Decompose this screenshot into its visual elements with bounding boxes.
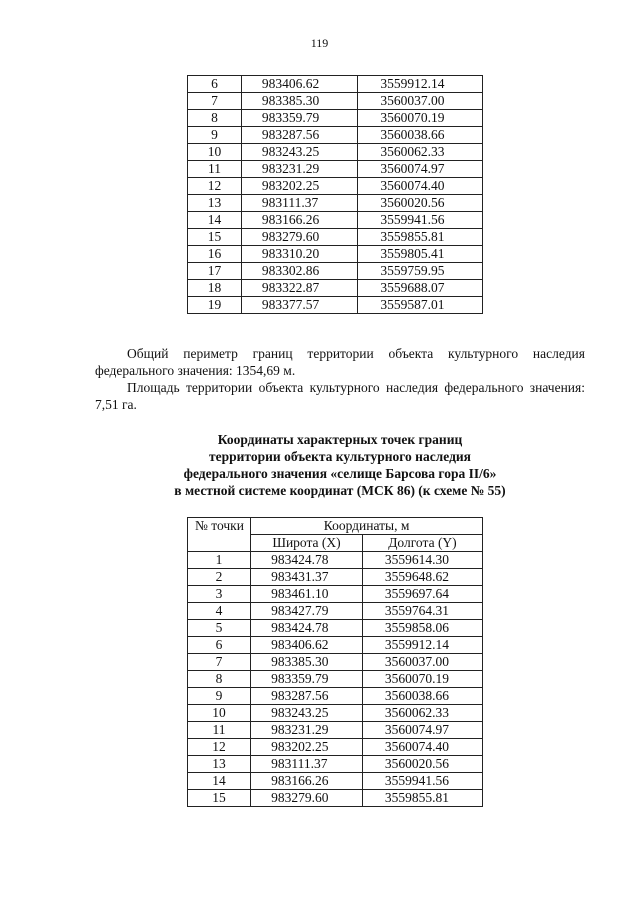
latitude-cell: 983111.37: [251, 756, 363, 773]
perimeter-text: Общий периметр границ территории объекта культурного наследия федерального значения: 1354,69 м.: [95, 346, 585, 378]
table-row: [188, 76, 483, 93]
longitude-cell: 3559697.64: [362, 586, 482, 603]
latitude-cell: 983202.25: [241, 178, 357, 195]
latitude-cell: 983243.25: [251, 705, 363, 722]
latitude-cell: 983231.29: [251, 722, 363, 739]
latitude-cell: 983431.37: [251, 569, 363, 586]
point-number-cell: 9: [188, 688, 251, 705]
latitude-cell: 983461.10: [251, 586, 363, 603]
point-number-cell: 15: [188, 229, 242, 246]
point-number-cell: 11: [188, 161, 242, 178]
latitude-cell: 983385.30: [251, 654, 363, 671]
longitude-cell: 3560038.66: [362, 688, 482, 705]
latitude-cell: 983424.78: [251, 620, 363, 637]
table-row: [188, 603, 483, 620]
longitude-cell: 3559688.07: [358, 280, 483, 297]
latitude-cell: 983424.78: [251, 552, 363, 569]
longitude-cell: 3560074.97: [362, 722, 482, 739]
coordinates-table: [187, 517, 483, 807]
header-latitude: Широта (X): [251, 535, 363, 552]
longitude-cell: 3560062.33: [358, 144, 483, 161]
table-row: [188, 263, 483, 280]
longitude-cell: 3560038.66: [358, 127, 483, 144]
latitude-cell: 983231.29: [241, 161, 357, 178]
longitude-cell: 3559858.06: [362, 620, 482, 637]
point-number-cell: 4: [188, 603, 251, 620]
table-body: [188, 76, 483, 314]
point-number-cell: 19: [188, 297, 242, 314]
latitude-cell: 983359.79: [251, 671, 363, 688]
heading-line: территории объекта культурного наследия: [209, 449, 471, 464]
page-number: 119: [310, 36, 329, 50]
table-row: [188, 756, 483, 773]
latitude-cell: 983166.26: [241, 212, 357, 229]
table-row: [188, 705, 483, 722]
point-number-cell: 12: [188, 739, 251, 756]
longitude-cell: 3560074.97: [358, 161, 483, 178]
longitude-cell: 3560074.40: [362, 739, 482, 756]
point-number-cell: 13: [188, 756, 251, 773]
point-number-cell: 3: [188, 586, 251, 603]
point-number-cell: 12: [188, 178, 242, 195]
perimeter-paragraph: [95, 345, 585, 379]
table-row: [188, 790, 483, 807]
latitude-cell: 983322.87: [241, 280, 357, 297]
latitude-cell: 983287.56: [251, 688, 363, 705]
table-row: [188, 773, 483, 790]
point-number-cell: 18: [188, 280, 242, 297]
point-number-cell: 16: [188, 246, 242, 263]
table-header: [188, 518, 483, 552]
table-row: [188, 229, 483, 246]
latitude-cell: 983377.57: [241, 297, 357, 314]
longitude-cell: 3559855.81: [358, 229, 483, 246]
table-row: [188, 195, 483, 212]
heading-line: Координаты характерных точек границ: [217, 432, 463, 447]
point-number-cell: 15: [188, 790, 251, 807]
latitude-cell: 983385.30: [241, 93, 357, 110]
table-row: [188, 671, 483, 688]
longitude-cell: 3560020.56: [362, 756, 482, 773]
table-row: [188, 178, 483, 195]
longitude-cell: 3559912.14: [358, 76, 483, 93]
point-number-cell: 10: [188, 144, 242, 161]
latitude-cell: 983243.25: [241, 144, 357, 161]
table-row: [188, 620, 483, 637]
point-number-cell: 1: [188, 552, 251, 569]
table-row: [188, 110, 483, 127]
point-number-cell: 14: [188, 212, 242, 229]
table-row: [188, 637, 483, 654]
table-row: [188, 739, 483, 756]
longitude-cell: 3559764.31: [362, 603, 482, 620]
latitude-cell: 983287.56: [241, 127, 357, 144]
longitude-cell: 3560037.00: [358, 93, 483, 110]
point-number-cell: 10: [188, 705, 251, 722]
latitude-cell: 983406.62: [241, 76, 357, 93]
latitude-cell: 983302.86: [241, 263, 357, 280]
table-body: [188, 552, 483, 807]
table-row: [188, 586, 483, 603]
table-row: [188, 297, 483, 314]
longitude-cell: 3560062.33: [362, 705, 482, 722]
longitude-cell: 3559805.41: [358, 246, 483, 263]
longitude-cell: 3560074.40: [358, 178, 483, 195]
heading-line: федерального значения «селище Барсова гора II/6»: [183, 466, 497, 481]
table-row: [188, 280, 483, 297]
point-number-cell: 5: [188, 620, 251, 637]
section-heading: [95, 431, 585, 499]
point-number-cell: 7: [188, 654, 251, 671]
point-number-cell: 13: [188, 195, 242, 212]
latitude-cell: 983111.37: [241, 195, 357, 212]
point-number-cell: 17: [188, 263, 242, 280]
table-row: [188, 552, 483, 569]
coordinates-table-continued: [187, 75, 483, 314]
table-row: [188, 246, 483, 263]
point-number-cell: 11: [188, 722, 251, 739]
point-number-cell: 8: [188, 671, 251, 688]
longitude-cell: 3559648.62: [362, 569, 482, 586]
point-number-cell: 2: [188, 569, 251, 586]
latitude-cell: 983406.62: [251, 637, 363, 654]
table-row: [188, 654, 483, 671]
table-row: [188, 127, 483, 144]
header-point-number: № точки: [188, 518, 251, 552]
longitude-cell: 3559855.81: [362, 790, 482, 807]
header-row: [188, 518, 483, 535]
table-row: [188, 569, 483, 586]
longitude-cell: 3559759.95: [358, 263, 483, 280]
table-row: [188, 161, 483, 178]
longitude-cell: 3559941.56: [362, 773, 482, 790]
longitude-cell: 3560037.00: [362, 654, 482, 671]
point-number-cell: 14: [188, 773, 251, 790]
latitude-cell: 983202.25: [251, 739, 363, 756]
point-number-cell: 8: [188, 110, 242, 127]
header-coordinates: Координаты, м: [251, 518, 483, 535]
heading-line: в местной системе координат (МСК 86) (к схеме № 55): [174, 483, 506, 498]
latitude-cell: 983359.79: [241, 110, 357, 127]
longitude-cell: 3559587.01: [358, 297, 483, 314]
table-row: [188, 722, 483, 739]
latitude-cell: 983427.79: [251, 603, 363, 620]
latitude-cell: 983166.26: [251, 773, 363, 790]
area-paragraph: [95, 379, 585, 413]
latitude-cell: 983279.60: [241, 229, 357, 246]
table-row: [188, 688, 483, 705]
point-number-cell: 6: [188, 76, 242, 93]
table-row: [188, 144, 483, 161]
point-number-cell: 6: [188, 637, 251, 654]
point-number-cell: 7: [188, 93, 242, 110]
longitude-cell: 3560020.56: [358, 195, 483, 212]
point-number-cell: 9: [188, 127, 242, 144]
area-text: Площадь территории объекта культурного наследия федерального значения: 7,51 га.: [95, 380, 585, 412]
table-row: [188, 212, 483, 229]
table-row: [188, 93, 483, 110]
header-longitude: Долгота (Y): [362, 535, 482, 552]
longitude-cell: 3559941.56: [358, 212, 483, 229]
longitude-cell: 3560070.19: [358, 110, 483, 127]
longitude-cell: 3560070.19: [362, 671, 482, 688]
longitude-cell: 3559912.14: [362, 637, 482, 654]
latitude-cell: 983310.20: [241, 246, 357, 263]
latitude-cell: 983279.60: [251, 790, 363, 807]
longitude-cell: 3559614.30: [362, 552, 482, 569]
